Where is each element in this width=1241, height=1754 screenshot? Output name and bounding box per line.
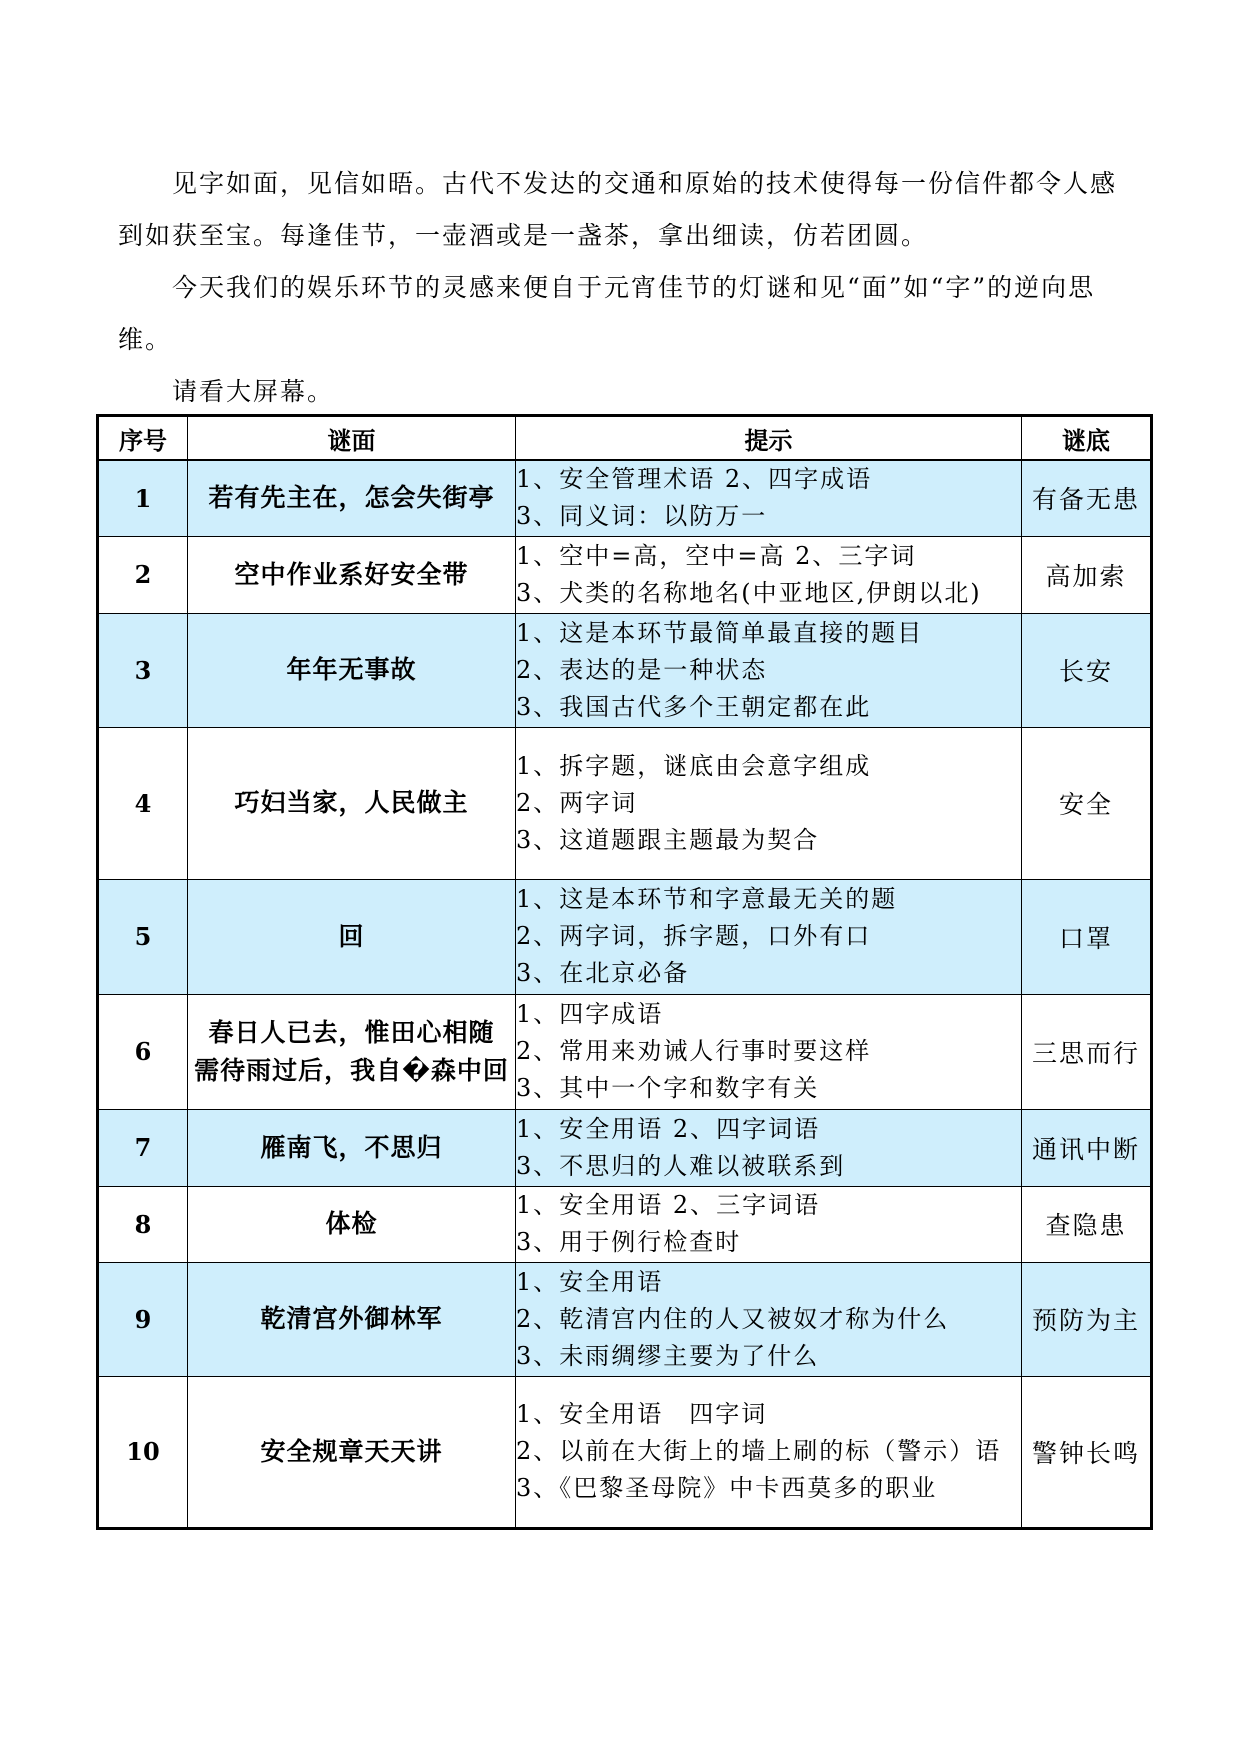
hint-line: 3、其中一个字和数字有关 bbox=[516, 1074, 820, 1102]
riddle-text: 雁南飞，不思归 bbox=[188, 1109, 516, 1186]
row-index: 6 bbox=[98, 994, 188, 1109]
riddle-text: 若有先主在，怎会失街亭 bbox=[188, 460, 516, 536]
table-row bbox=[98, 994, 1152, 1109]
riddle-answer: 有备无患 bbox=[1022, 460, 1152, 536]
riddle-answer: 高加索 bbox=[1022, 536, 1152, 613]
riddle-text: 体检 bbox=[188, 1186, 516, 1262]
row-index: 10 bbox=[98, 1376, 188, 1528]
hint-cell bbox=[516, 1262, 1022, 1376]
hint-line: 3、未雨绸缪主要为了什么 bbox=[516, 1341, 820, 1370]
hint-line: 1、这是本环节和字意最无关的题 bbox=[516, 885, 898, 913]
header-index: 序号 bbox=[98, 416, 188, 461]
table-row bbox=[98, 1262, 1152, 1376]
hint-line: 1、四字成语 bbox=[516, 1000, 664, 1028]
header-answer: 谜底 bbox=[1022, 416, 1152, 461]
hint-line: 3、在北京必备 bbox=[516, 959, 690, 987]
hint-line: 3、不思归的人难以被联系到 bbox=[516, 1151, 846, 1180]
riddle-text: 空中作业系好安全带 bbox=[188, 536, 516, 613]
row-index: 1 bbox=[98, 460, 188, 536]
riddle-table bbox=[96, 414, 1153, 1530]
riddle-text: 年年无事故 bbox=[188, 613, 516, 727]
table-row bbox=[98, 1186, 1152, 1262]
hint-line: 2、两字词 bbox=[516, 788, 638, 817]
hint-cell bbox=[516, 727, 1022, 879]
riddle-answer: 通讯中断 bbox=[1022, 1109, 1152, 1186]
riddle-text: 回 bbox=[188, 879, 516, 994]
hint-line: 3、犬类的名称地名(中亚地区,伊朗以北) bbox=[516, 578, 982, 607]
riddle-answer: 口罩 bbox=[1022, 879, 1152, 994]
table-row bbox=[98, 536, 1152, 613]
hint-line: 1、安全用语 四字词 bbox=[516, 1400, 768, 1428]
hint-cell bbox=[516, 1376, 1022, 1528]
hint-line: 3、《巴黎圣母院》中卡西莫多的职业 bbox=[516, 1474, 938, 1502]
riddle-answer: 警钟长鸣 bbox=[1022, 1376, 1152, 1528]
hint-line: 1、安全用语 2、四字词语 bbox=[516, 1114, 821, 1143]
row-index: 3 bbox=[98, 613, 188, 727]
header-hints: 提示 bbox=[516, 416, 1022, 461]
hint-cell bbox=[516, 879, 1022, 994]
hint-line: 1、安全管理术语 2、四字成语 bbox=[516, 465, 873, 494]
hint-line: 3、这道题跟主题最为契合 bbox=[516, 825, 820, 854]
riddle-answer: 预防为主 bbox=[1022, 1262, 1152, 1376]
row-index: 4 bbox=[98, 727, 188, 879]
hint-cell bbox=[516, 460, 1022, 536]
table-row bbox=[98, 613, 1152, 727]
hint-line: 2、表达的是一种状态 bbox=[516, 655, 768, 684]
intro-paragraph-1: 见字如面，见信如晤。古代不发达的交通和原始的技术使得每一份信件都令人感到如获至宝。每逢佳节，一壶酒或是一盏茶，拿出细读，仿若团圆。 bbox=[118, 169, 1118, 250]
hint-cell bbox=[516, 613, 1022, 727]
hint-line: 1、空中=高，空中=高 2、三字词 bbox=[516, 541, 917, 570]
riddle-answer: 长安 bbox=[1022, 613, 1152, 727]
intro-paragraph-2: 今天我们的娱乐环节的灵感来便自于元宵佳节的灯谜和见“面”如“字”的逆向思维。 bbox=[118, 273, 1096, 354]
row-index: 2 bbox=[98, 536, 188, 613]
riddle-answer: 查隐患 bbox=[1022, 1186, 1152, 1262]
header-riddle: 谜面 bbox=[188, 416, 516, 461]
hint-line: 1、这是本环节最简单最直接的题目 bbox=[516, 618, 924, 647]
riddle-text: 乾清宫外御林军 bbox=[188, 1262, 516, 1376]
hint-line: 1、安全用语 2、三字词语 bbox=[516, 1191, 821, 1219]
table-row bbox=[98, 1376, 1152, 1528]
hint-line: 2、两字词，拆字题，口外有口 bbox=[516, 922, 872, 950]
hint-cell bbox=[516, 536, 1022, 613]
row-index: 8 bbox=[98, 1186, 188, 1262]
hint-line: 2、常用来劝诫人行事时要这样 bbox=[516, 1037, 872, 1065]
hint-cell bbox=[516, 994, 1022, 1109]
hint-line: 3、同义词：以防万一 bbox=[516, 502, 768, 531]
row-index: 7 bbox=[98, 1109, 188, 1186]
riddle-answer: 三思而行 bbox=[1022, 994, 1152, 1109]
table-row bbox=[98, 460, 1152, 536]
intro-paragraph-3: 请看大屏幕。 bbox=[172, 377, 335, 406]
table-row bbox=[98, 727, 1152, 879]
hint-line: 1、安全用语 bbox=[516, 1267, 664, 1296]
hint-line: 1、拆字题，谜底由会意字组成 bbox=[516, 751, 872, 780]
riddle-text: 春日人已去，惟田心相随 需待雨过后，我自�森中回 bbox=[188, 994, 516, 1109]
hint-line: 3、我国古代多个王朝定都在此 bbox=[516, 692, 872, 721]
table-row bbox=[98, 879, 1152, 994]
riddle-table-body bbox=[98, 460, 1152, 1528]
hint-line: 3、用于例行检查时 bbox=[516, 1228, 742, 1256]
hint-cell bbox=[516, 1186, 1022, 1262]
riddle-answer: 安全 bbox=[1022, 727, 1152, 879]
table-row bbox=[98, 1109, 1152, 1186]
riddle-text: 安全规章天天讲 bbox=[188, 1376, 516, 1528]
riddle-text: 巧妇当家，人民做主 bbox=[188, 727, 516, 879]
row-index: 5 bbox=[98, 879, 188, 994]
hint-line: 2、以前在大街上的墙上刷的标（警示）语 bbox=[516, 1437, 1002, 1465]
hint-cell bbox=[516, 1109, 1022, 1186]
row-index: 9 bbox=[98, 1262, 188, 1376]
table-header-row bbox=[98, 416, 1152, 461]
hint-line: 2、乾清宫内住的人又被奴才称为什么 bbox=[516, 1304, 950, 1333]
